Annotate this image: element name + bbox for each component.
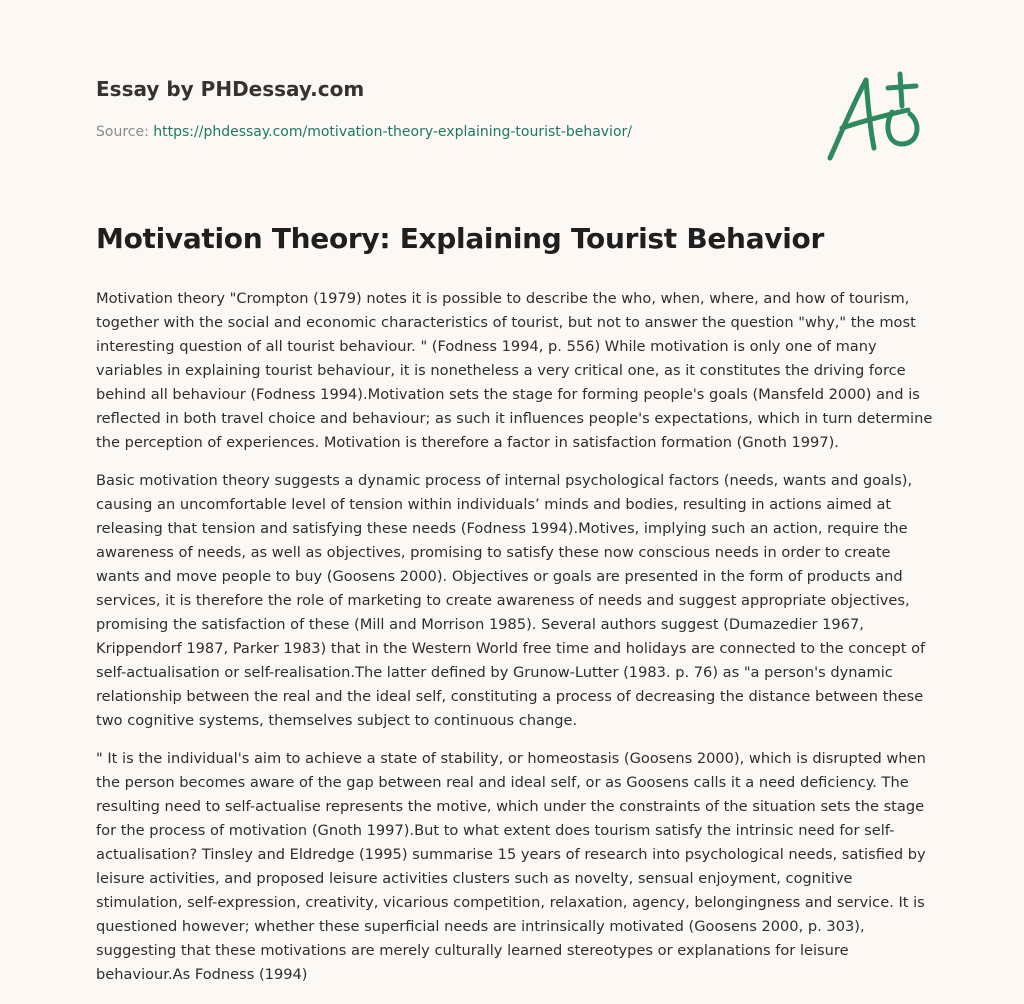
essay-body <box>96 287 934 1001</box>
source-line <box>96 124 632 140</box>
essay-paragraph: " It is the individual's aim to achieve a state of stability, or homeostasis (Goosens 2000), which is disrupted when the person becomes aware of the gap between real and ideal self, or as Goosens calls it a need deficiency. The resulting need to self-actualise represents the motive, which under the constraints of the situation sets the stage for the process of motivation (Gnoth 1997).But to what extent does tourism satisfy the intrinsic need for self-actualisation? Tinsley and Eldredge (1995) summarise 15 years of research into psychological needs, satisfied by leisure activities, and proposed leisure activities clusters such as novelty, sensual enjoyment, cognitive stimulation, self-expression, creativity, vicarious competition, relaxation, agency, belongingness and service. It is questioned however; whether these superficial needs are intrinsically motivated (Goosens 2000, p. 303), suggesting that these motivations are merely culturally learned stereotypes or explanations for leisure behaviour.As Fodness (1994) <box>96 750 926 983</box>
essay-paragraph: Motivation theory "Crompton (1979) notes it is possible to describe the who, when, where, and how of tourism, together with the social and economic characteristics of tourist, but not to answer the question "why," the most interesting question of all tourist behaviour. " (Fodness 1994, p. 556) While motivation is only one of many variables in explaining tourist behaviour, it is nonetheless a very critical one, as it constitutes the driving force behind all behaviour (Fodness 1994).Motivation sets the stage for forming people's goals (Mansfeld 2000) and is reflected in both travel choice and behaviour; as such it influences people's expectations, which in turn determine the perception of experiences. Motivation is therefore a factor in satisfaction formation (Gnoth 1997). <box>96 290 933 451</box>
source-link[interactable]: https://phdessay.com/motivation-theory-explaining-tourist-behavior/ <box>153 124 632 140</box>
a-plus-logo-icon <box>822 66 932 166</box>
essay-title: Motivation Theory: Explaining Tourist Behavior <box>96 222 824 255</box>
site-brand: Essay by PHDessay.com <box>96 77 365 101</box>
essay-paragraph: Basic motivation theory suggests a dynamic process of internal psychological factors (needs, wants and goals), causing an uncomfortable level of tension within individuals’ minds and bodies, resulting in actions aimed at releasing that tension and satisfying these needs (Fodness 1994).Motives, implying such an action, require the awareness of needs, as well as objectives, promising to satisfy these now conscious needs in order to create wants and move people to buy (Goosens 2000). Objectives or goals are presented in the form of products and services, it is therefore the role of marketing to create awareness of needs and suggest appropriate objectives, promising the satisfaction of these (Mill and Morrison 1985). Several authors suggest (Dumazedier 1967, Krippendorf 1987, Parker 1983) that in the Western World free time and holidays are connected to the concept of self-actualisation or self-realisation.The latter defined by Grunow-Lutter (1983. p. 76) as "a person's dynamic relationship between the real and the ideal self, constituting a process of decreasing the distance between these two cognitive systems, themselves subject to continuous change. <box>96 472 926 729</box>
source-label: Source: <box>96 124 154 140</box>
